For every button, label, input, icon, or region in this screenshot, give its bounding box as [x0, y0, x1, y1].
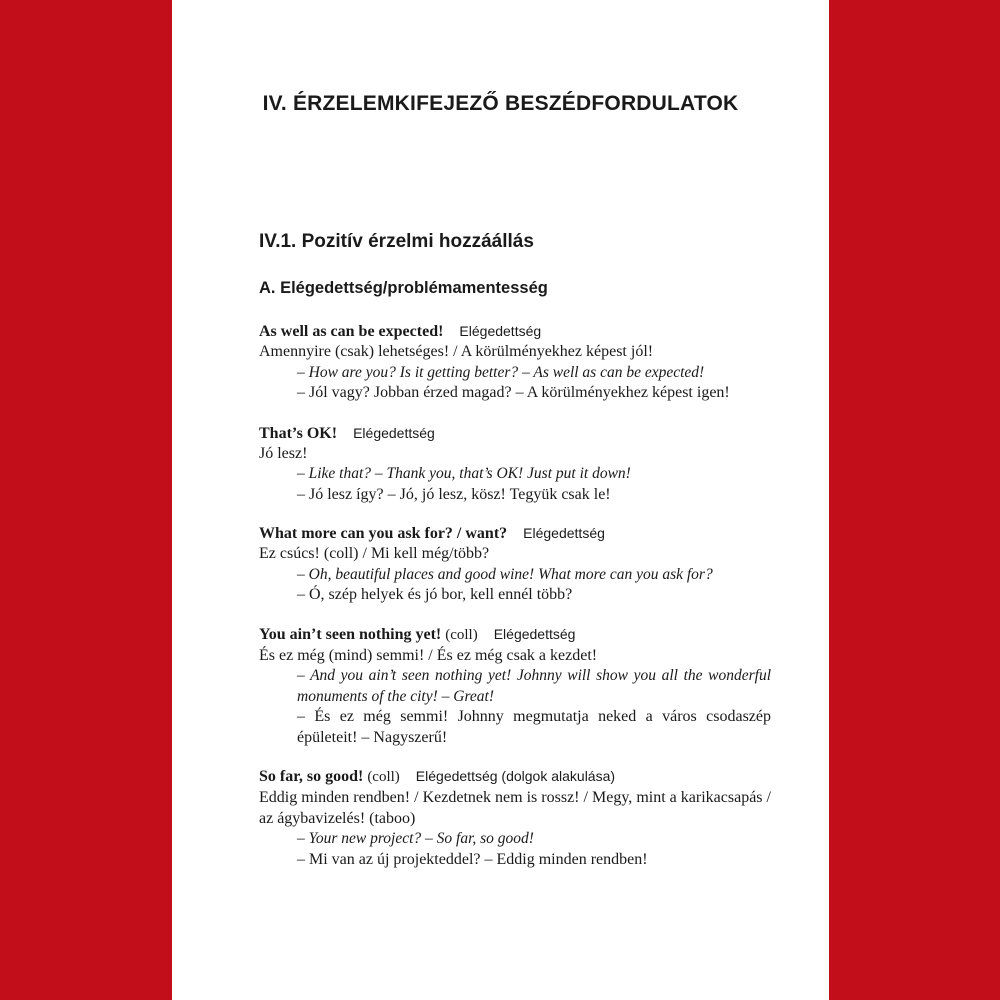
entry-category: Elégedettség (dolgok alakulása): [415, 768, 616, 784]
entry-phrase: What more can you ask for? / want?: [259, 525, 508, 542]
example-english: – Oh, beautiful places and good wine! What more can you ask for?: [297, 565, 713, 583]
entry-list: [259, 321, 771, 888]
entry: [259, 423, 771, 506]
entry-note: (coll): [445, 626, 478, 643]
example-english: – Your new project? – So far, so good!: [297, 830, 534, 847]
entry: [259, 766, 771, 870]
book-page: [172, 0, 829, 1000]
section-title: IV.1. Pozitív érzelmi hozzáállás: [259, 231, 534, 252]
example-hungarian: – Ó, szép helyek és jó bor, kell ennél több?: [297, 586, 573, 603]
entry-translation: Amennyire (csak) lehetséges! / A körülményekhez képest jól!: [259, 343, 654, 360]
entry-translation: És ez még (mind) semmi! / És ez még csak a kezdet!: [259, 646, 598, 664]
entry-headline: [259, 523, 771, 544]
entry: [259, 624, 771, 749]
entry-headline: [259, 321, 771, 342]
entry: [259, 321, 771, 404]
entry-headline: [259, 423, 771, 444]
chapter-title: IV. ÉRZELEMKIFEJEZŐ BESZÉDFORDULATOK: [262, 92, 739, 115]
subsection-title: A. Elégedettség/problémamentesség: [259, 279, 548, 297]
example-english: – How are you? Is it getting better? – As well as can be expected!: [297, 363, 705, 381]
entry: [259, 523, 771, 606]
entry-category: Elégedettség: [459, 323, 542, 339]
entry-category: Elégedettség: [493, 625, 576, 642]
example-hungarian: – Jó lesz így? – Jó, jó lesz, kösz! Tegyük csak le!: [297, 485, 611, 503]
entry-headline: [259, 624, 771, 646]
entry-translation: Ez csúcs! (coll) / Mi kell még/több?: [259, 545, 490, 562]
entry-phrase: As well as can be expected!: [259, 323, 444, 340]
entry-category: Elégedettség: [353, 424, 435, 441]
example-english: – Like that? – Thank you, that’s OK! Just put it down!: [297, 465, 631, 482]
example-hungarian: – És ez még semmi! Johnny megmutatja neked a város csodaszép épületeit! – Nagyszerű!: [297, 708, 771, 746]
entry-translation: Eddig minden rendben! / Kezdetnek nem is rossz! / Megy, mint a karikacsapás / az ágybavizelés! (taboo): [259, 789, 771, 827]
example-english: – And you ain’t seen nothing yet! Johnny will show you all the wonderful monuments of the city! – Great!: [297, 667, 771, 705]
entry-phrase: You ain’t seen nothing yet!: [259, 625, 442, 643]
entry-phrase: So far, so good!: [259, 768, 364, 785]
entry-phrase: That’s OK!: [259, 424, 338, 442]
entry-note: (coll): [367, 769, 400, 785]
example-hungarian: – Jól vagy? Jobban érzed magad? – A körülményekhez képest igen!: [297, 384, 730, 401]
entry-translation: Jó lesz!: [259, 444, 308, 462]
entry-category: Elégedettség: [523, 525, 605, 541]
example-hungarian: – Mi van az új projekteddel? – Eddig minden rendben!: [297, 850, 648, 868]
entry-headline: [259, 766, 771, 788]
